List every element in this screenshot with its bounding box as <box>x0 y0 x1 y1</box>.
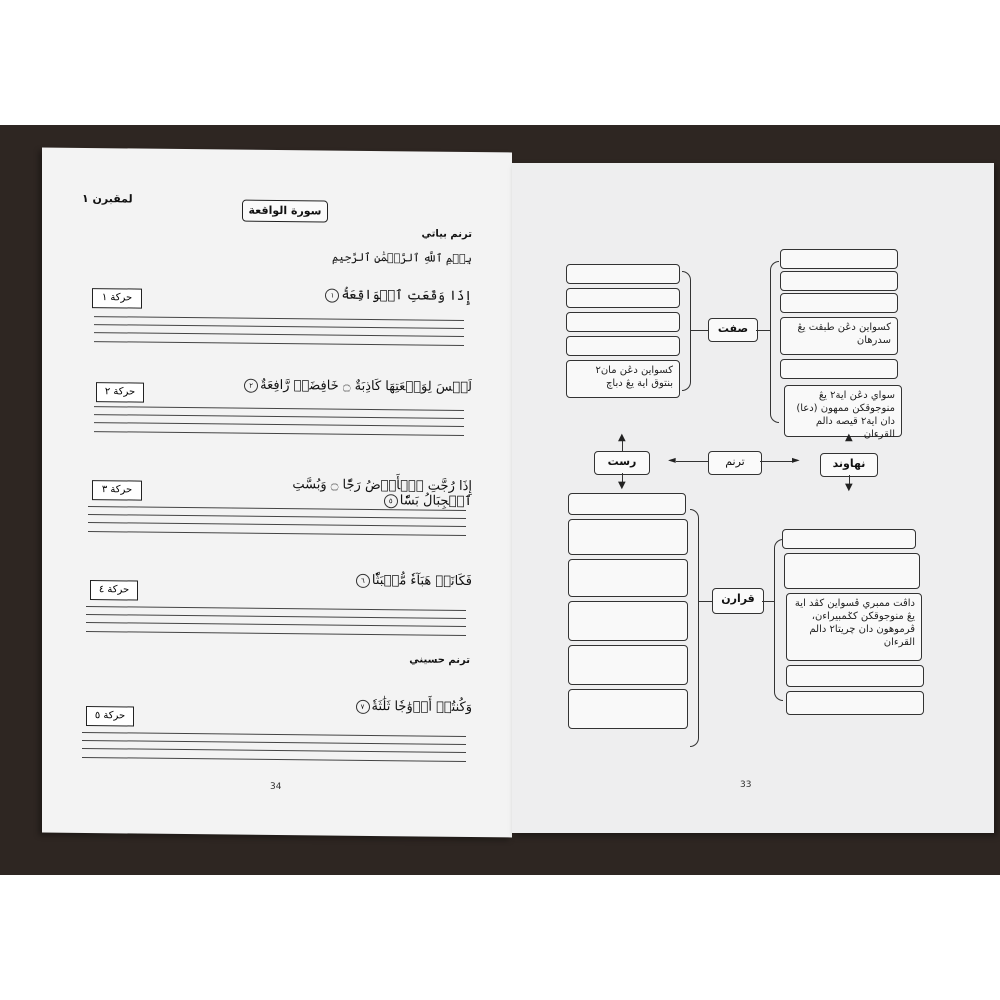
info-box: داڤت ممبري ڤسواين كڤد اية يڠ منوجوقكن كݢمبيراءن، ڤرموهون دان چريتا٢ دالم القرءان <box>786 593 922 661</box>
surah-title-box <box>242 200 328 223</box>
surah-title: سورة الواقعة <box>248 203 322 218</box>
arrow-up-icon: ▲ <box>618 432 626 443</box>
verse-text: لَيۡسَ لِوَقۡعَتِهَا كَاذِبَةٌ ۝ خَافِضَةٞ رَّافِعَةٌ٢ <box>242 378 472 395</box>
verse-text: إِذَا وَقَعَتِ ٱلۡوَاقِعَةُ١ <box>242 287 472 304</box>
left-page <box>42 148 512 838</box>
arrow-up-icon: ▲ <box>845 432 853 443</box>
brace-left-top <box>682 271 691 391</box>
writing-staff <box>88 506 466 536</box>
writing-staff <box>94 406 464 436</box>
connector-line <box>690 330 708 331</box>
answer-box <box>786 691 924 715</box>
answer-box <box>568 645 688 685</box>
right-page <box>512 163 994 833</box>
answer-box <box>568 519 688 555</box>
tarannum-node: ترنم <box>708 451 762 475</box>
answer-box <box>566 288 680 308</box>
answer-box <box>780 293 898 313</box>
ayah-end-icon: ٦ <box>356 573 370 587</box>
ayah-end-icon: ١ <box>325 288 339 302</box>
ayah-end-icon: ٢ <box>244 378 258 392</box>
ayah-end-icon: ٧ <box>356 699 370 713</box>
arrow-right-icon: ► <box>792 455 800 466</box>
answer-box <box>784 553 920 589</box>
brace-left-bottom <box>690 509 699 747</box>
arrow-down-icon: ▼ <box>845 482 853 493</box>
page-number: 34 <box>270 781 282 793</box>
answer-box <box>782 529 916 549</box>
connector-line <box>676 461 708 462</box>
harakah-label-box: حركة ٥ <box>86 706 134 727</box>
answer-box <box>786 665 924 687</box>
sifat-node: صفت <box>708 318 758 342</box>
connector-line <box>760 461 794 462</box>
tarannum-husaini-heading: ترنم حسيني <box>409 654 470 667</box>
harakah-label-box: حركة ٣ <box>92 480 142 501</box>
verse-text: فَكَانَتۡ هَبَآءٗ مُّنۢبَثّٗا٦ <box>242 572 472 589</box>
info-box: كسواين دڠن طبقت يڠ سدرهان <box>780 317 898 355</box>
answer-box <box>566 312 680 332</box>
page-number: 33 <box>740 780 752 790</box>
writing-staff <box>82 732 466 762</box>
tarannum-bayati-heading: ترنم بياتي <box>421 228 472 241</box>
harakah-label-box: حركة ٢ <box>96 382 144 403</box>
answer-box <box>780 249 898 269</box>
nahawand-node: نهاوند <box>820 453 878 477</box>
answer-box <box>780 359 898 379</box>
harakah-label-box: حركة ١ <box>92 288 142 309</box>
basmalah: بِسۡمِ ٱللَّهِ ٱلرَّحۡمَٰنِ ٱلرَّحِيمِ <box>331 250 472 266</box>
connector-line <box>762 601 774 602</box>
answer-box <box>566 264 680 284</box>
ayah-end-icon: ٥ <box>384 494 398 508</box>
info-box: كسواين دڠن مان٢ بنتوق اية يڠ دباچ <box>566 360 680 398</box>
harakah-label-box: حركة ٤ <box>90 580 138 601</box>
answer-box <box>568 601 688 641</box>
verse-text: إِذَا رُجَّتِ ٱلۡأَرۡضُ رَجّٗا ۝ وَبُسَّتِ ٱلۡجِبَالُ بَسّٗا٥ <box>292 477 472 510</box>
writing-staff <box>86 606 466 636</box>
answer-box <box>568 493 686 515</box>
writing-staff <box>94 316 464 346</box>
answer-box <box>566 336 680 356</box>
verse-text: وَكُنتُمۡ أَزۡوَٰجٗا ثَلَٰثَةٗ٧ <box>242 698 472 715</box>
qarar-node: قرارن <box>712 588 764 614</box>
arrow-left-icon: ◄ <box>668 455 676 466</box>
info-box: سواي دڠن اية٢ يڠ منوجوقكن ممهون (دعا) دان اية٢ قيصه دالم القرءان <box>784 385 902 437</box>
answer-box <box>780 271 898 291</box>
answer-box <box>568 689 688 729</box>
connector-line <box>756 330 770 331</box>
connector-line <box>698 601 712 602</box>
chapter-tag: لمقبرن ١ <box>82 191 133 206</box>
brace-right-top <box>770 261 779 423</box>
answer-box <box>568 559 688 597</box>
arrow-down-icon: ▼ <box>618 480 626 491</box>
rast-node: رست <box>594 451 650 475</box>
brace-right-bottom <box>774 539 783 701</box>
